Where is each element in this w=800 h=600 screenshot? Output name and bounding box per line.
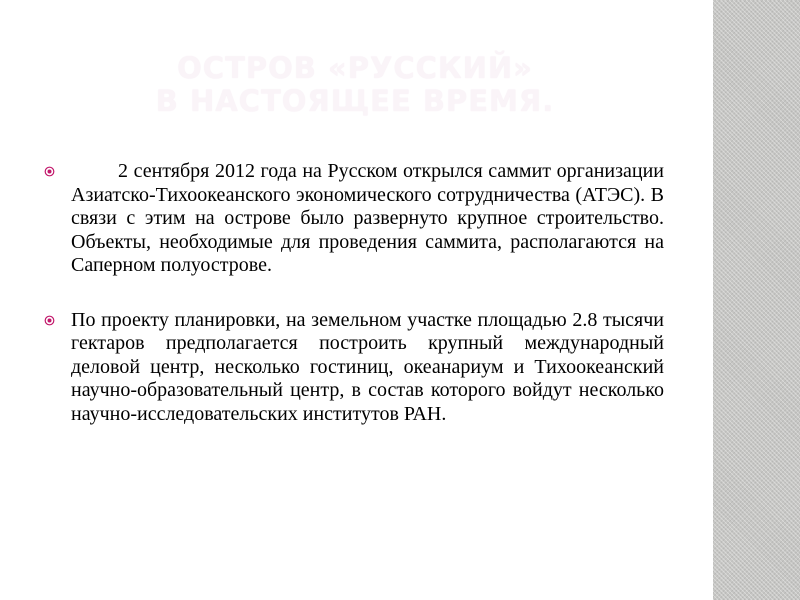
bullet-item: [44, 309, 664, 427]
circle-bullet-icon: [44, 315, 55, 326]
paragraph-text: По проекту планировки, на земельном участке площадью 2.8 тысячи гектаров предполагается построить крупный международный деловой центр, несколько гостиниц, океанариум и Тихоокеанский научно-образовательный центр, в состав которого войдут несколько научно-исследовательских институтов РАН.: [71, 308, 664, 425]
slide-title-line-1: ОСТРОВ «РУССКИЙ»: [177, 51, 533, 85]
slide-body-list: [44, 160, 664, 426]
bullet-item: [44, 160, 664, 278]
slide-title: [60, 52, 650, 118]
paragraph-text: 2 сентября 2012 года на Русском открылся саммит организации Азиатско-Тихоокеанского экономического сотрудничества (АТЭС). В связи с этим на острове было развернуто крупное строительство. Объекты, необходимые для проведения саммита, располагаются на Саперном полуострове.: [71, 160, 664, 276]
circle-bullet-icon: [44, 166, 55, 177]
slide-title-line-2: В НАСТОЯЩЕЕ ВРЕМЯ.: [155, 84, 555, 118]
decorative-side-panel: [713, 0, 800, 600]
